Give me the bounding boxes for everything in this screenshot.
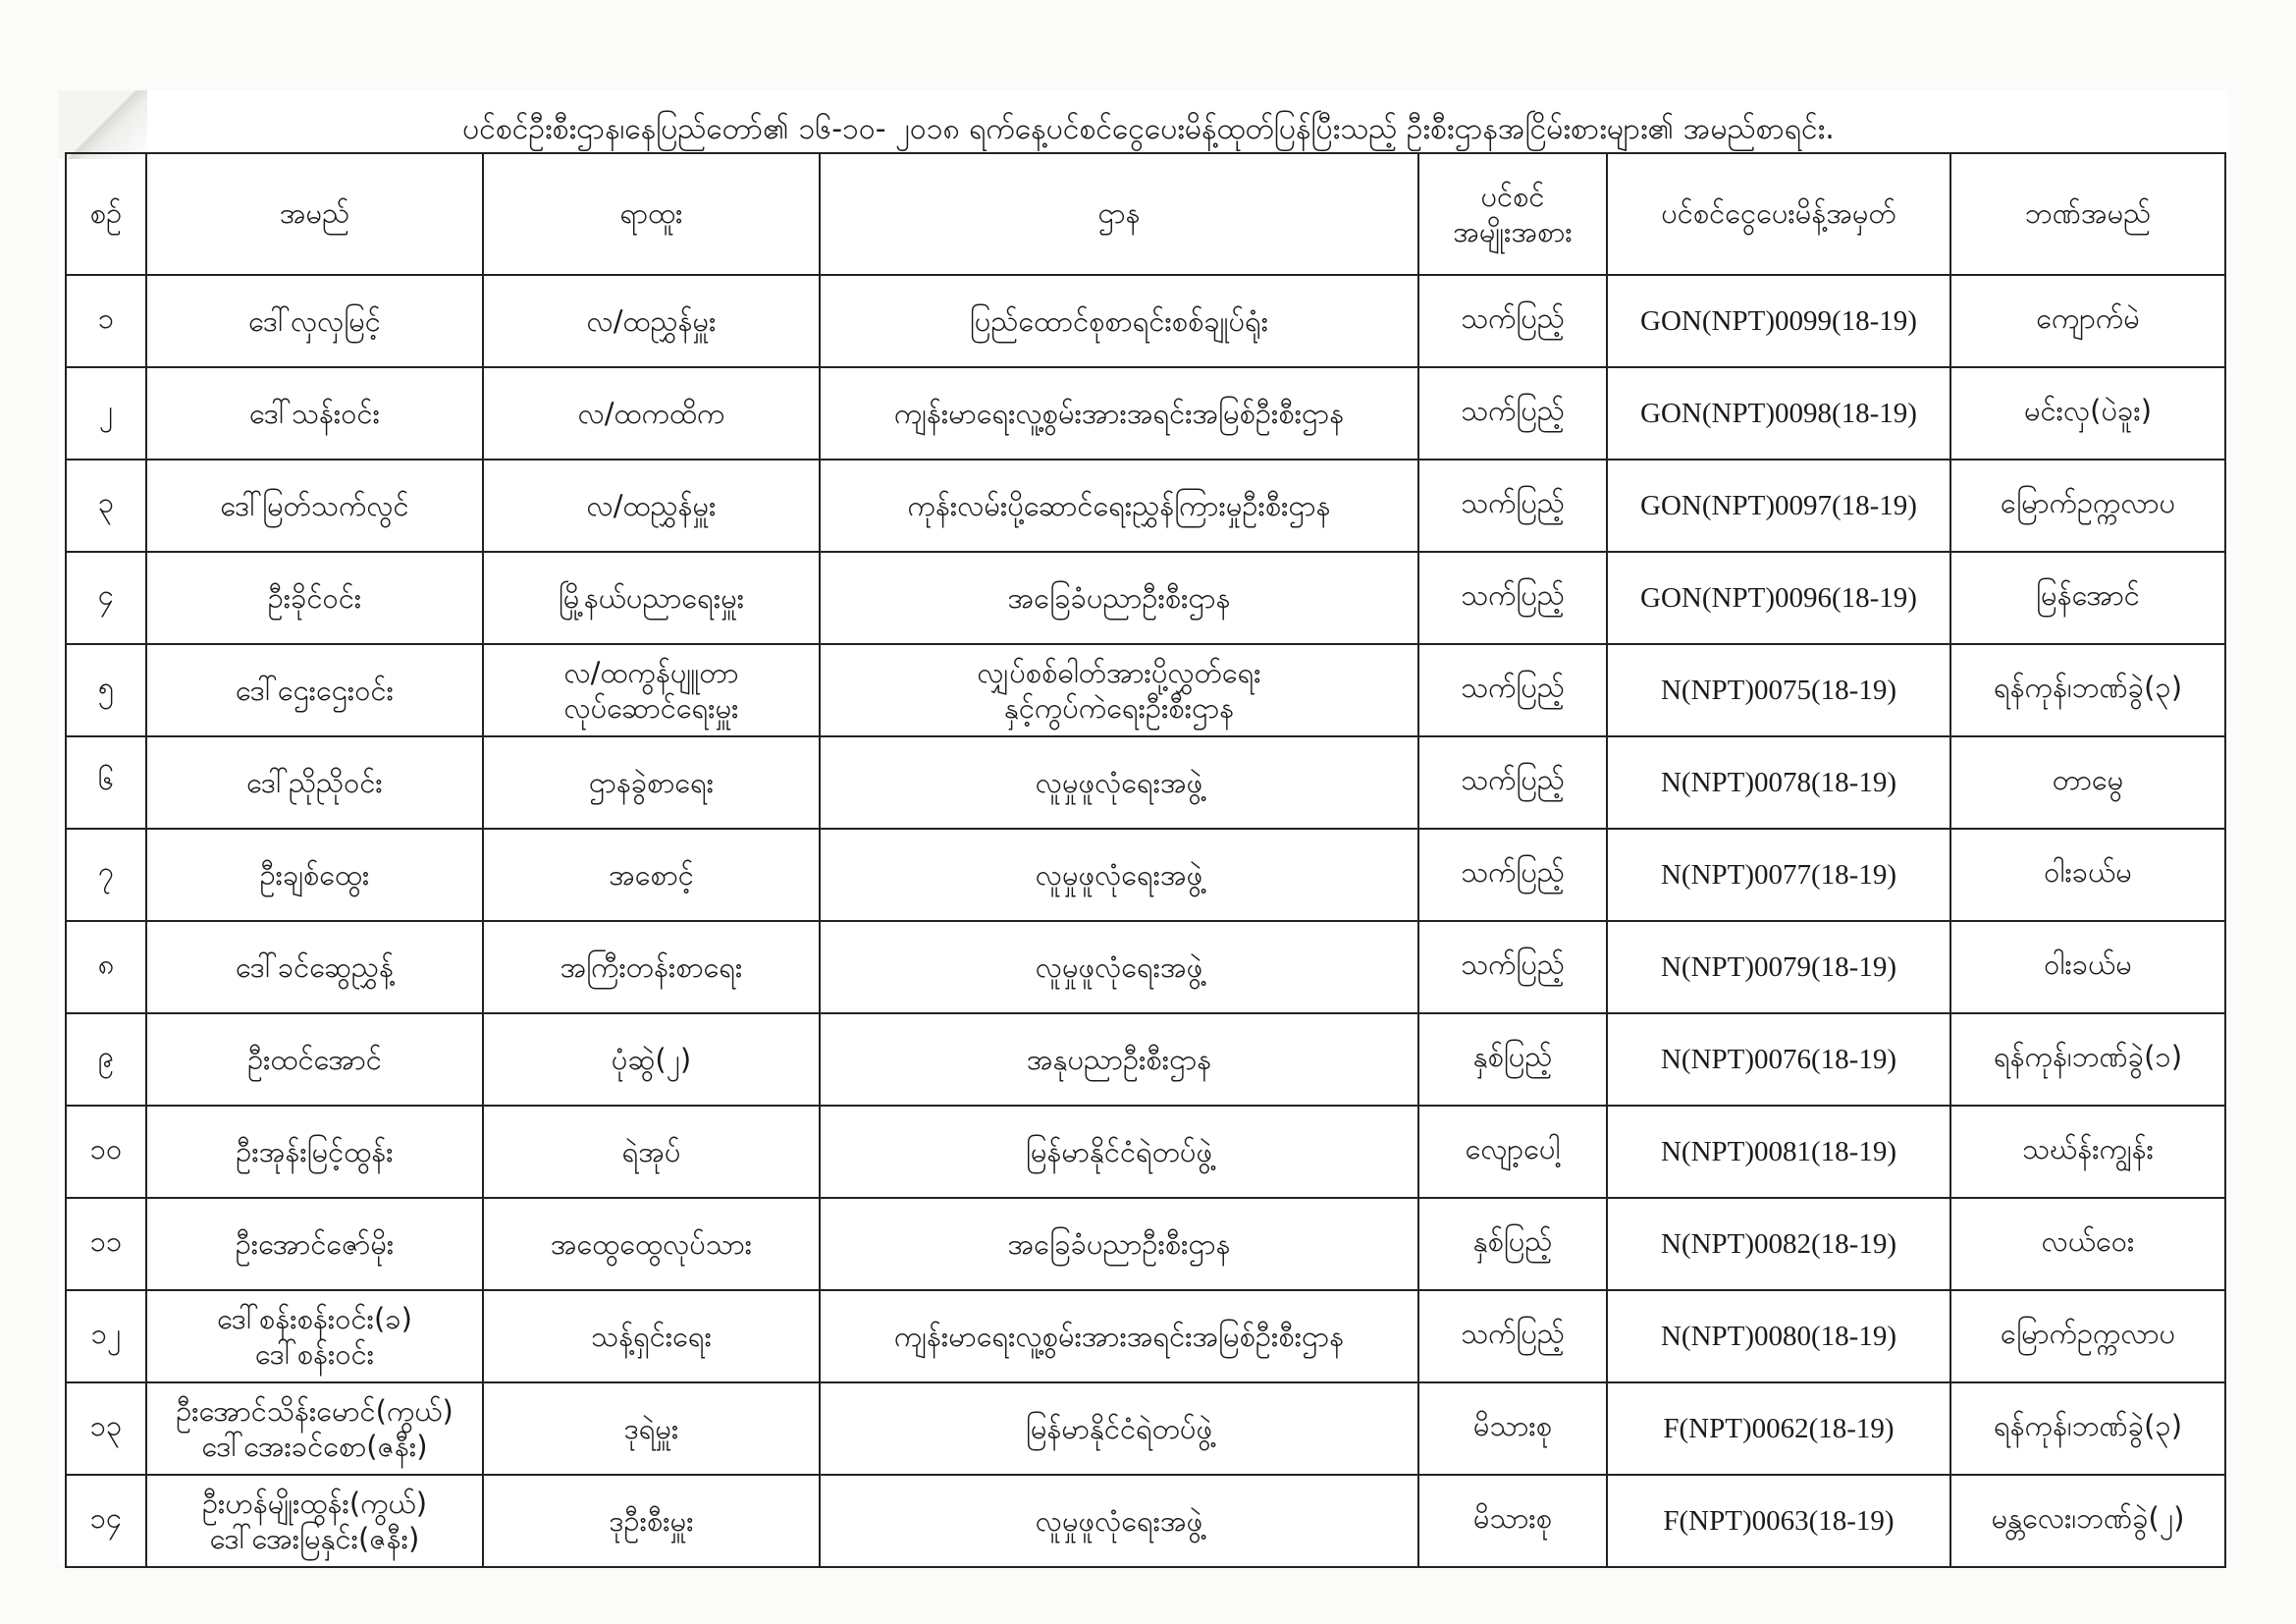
row-seq: ၉ [66, 1013, 146, 1106]
row-department-line: အခြေခံပညာဦးစီးဌာန [1007, 580, 1231, 615]
table-row [66, 921, 2225, 1013]
row-rank [483, 1013, 820, 1106]
row-bank: မင်းလှ(ပဲခူး) [1950, 367, 2225, 460]
row-bank: မန္တလေး၊ဘဏ်ခွဲ(၂) [1950, 1475, 2225, 1567]
row-rank-line: လ/ထညွှန်မှူး [586, 488, 717, 522]
row-seq: ၁၂ [66, 1290, 146, 1382]
table-row [66, 275, 2225, 367]
row-seq: ၁၄ [66, 1475, 146, 1567]
row-rank-line: လ/ထညွှန်မှူး [586, 303, 717, 338]
row-bank: ကျောက်မဲ [1950, 275, 2225, 367]
row-pension-type: သက်ပြည့် [1418, 1290, 1607, 1382]
table-row [66, 1013, 2225, 1106]
header-name: အမည် [146, 153, 483, 275]
row-bank: တာမွေ [1950, 736, 2225, 829]
row-rank [483, 552, 820, 644]
table-row [66, 1198, 2225, 1290]
row-rank-line: မြို့နယ်ပညာရေးမှူး [558, 580, 745, 615]
row-name-line: ဒေါ်လှလှမြင့် [248, 303, 381, 338]
row-name-line: ဦးအောင်သိန်းမောင်(ကွယ်) [176, 1393, 454, 1428]
row-order-no: N(NPT)0080(18-19) [1607, 1290, 1950, 1382]
header-rank: ရာထူး [483, 153, 820, 275]
row-bank: မြောက်ဥက္ကလာပ [1950, 460, 2225, 552]
row-department-line: ကျန်းမာရေးလူ့စွမ်းအားအရင်းအမြစ်ဦးစီးဌာန [893, 1319, 1345, 1353]
row-seq: ၁၀ [66, 1106, 146, 1198]
row-seq: ၁၃ [66, 1382, 146, 1475]
row-rank [483, 1198, 820, 1290]
row-bank: ရန်ကုန်၊ဘဏ်ခွဲ(၁) [1950, 1013, 2225, 1106]
row-department-line: လူမှုဖူလုံရေးအဖွဲ့ [1035, 949, 1203, 984]
row-name-line: ဒေါ်သန်းဝင်း [249, 396, 380, 430]
row-department [820, 367, 1418, 460]
row-rank-line: လ/ထကထိက [577, 396, 725, 430]
row-department [820, 1475, 1418, 1567]
row-order-no: GON(NPT)0099(18-19) [1607, 275, 1950, 367]
row-name [146, 367, 483, 460]
table-row [66, 552, 2225, 644]
row-department [820, 829, 1418, 921]
row-order-no: N(NPT)0075(18-19) [1607, 644, 1950, 736]
row-name-line: ဒေါ်မြတ်သက်လွင် [220, 488, 409, 522]
row-seq: ၁ [66, 275, 146, 367]
row-order-no: N(NPT)0082(18-19) [1607, 1198, 1950, 1290]
table-row [66, 829, 2225, 921]
row-department [820, 1198, 1418, 1290]
row-name [146, 1198, 483, 1290]
row-department [820, 460, 1418, 552]
row-department [820, 552, 1418, 644]
row-name-line: ဒေါ်အေးခင်စော(ဇနီး) [201, 1430, 428, 1463]
row-department-line: နှင့်ကွပ်ကဲရေးဦးစီးဌာန [1003, 691, 1235, 725]
row-rank-line: လုပ်ဆောင်ရေးမှူး [563, 691, 739, 725]
table-row [66, 1475, 2225, 1567]
row-bank: ဝါးခယ်မ [1950, 921, 2225, 1013]
row-pension-type: လျော့ပေါ့ [1418, 1106, 1607, 1198]
row-department-line: လူမှုဖူလုံရေးအဖွဲ့ [1035, 1503, 1203, 1538]
row-name-line: ဦးချစ်ထွေး [259, 857, 370, 892]
row-name-line: ဒေါ်စန်းဝင်း [254, 1337, 375, 1371]
row-bank: မြောက်ဥက္ကလာပ [1950, 1290, 2225, 1382]
row-name [146, 644, 483, 736]
row-department-line: ကုန်းလမ်းပို့ဆောင်ရေးညွှန်ကြားမှုဦးစီးဌာန [907, 488, 1331, 522]
row-rank [483, 1106, 820, 1198]
row-pension-type: သက်ပြည့် [1418, 367, 1607, 460]
row-order-no: N(NPT)0077(18-19) [1607, 829, 1950, 921]
row-pension-type: သက်ပြည့် [1418, 921, 1607, 1013]
table-row [66, 736, 2225, 829]
row-name [146, 736, 483, 829]
row-name-line: ဒေါ်ခင်ဆွေညွှန့် [236, 949, 394, 984]
row-rank [483, 367, 820, 460]
row-seq: ၈ [66, 921, 146, 1013]
row-name [146, 1290, 483, 1382]
row-name [146, 1106, 483, 1198]
row-department [820, 1290, 1418, 1382]
header-pension-type-line2: အမျိုးအစား [1453, 215, 1573, 248]
row-department-line: မြန်မာနိုင်ငံရဲတပ်ဖွဲ့ [1025, 1411, 1213, 1445]
row-department-line: အခြေခံပညာဦးစီးဌာန [1007, 1226, 1231, 1261]
row-rank [483, 921, 820, 1013]
header-pension-type-line1: ပင်စင် [1480, 179, 1545, 213]
pension-list-table [65, 152, 2226, 1568]
header-bank: ဘဏ်အမည် [1950, 153, 2225, 275]
row-bank: ရန်ကုန်၊ဘဏ်ခွဲ(၃) [1950, 644, 2225, 736]
row-department-line: လူမှုဖူလုံရေးအဖွဲ့ [1035, 857, 1203, 892]
row-rank-line: သန့်ရှင်းရေး [591, 1319, 712, 1353]
row-department-line: လူမှုဖူလုံရေးအဖွဲ့ [1035, 765, 1203, 799]
row-bank: ဝါးခယ်မ [1950, 829, 2225, 921]
row-bank: သဃ်န်းကျွန်း [1950, 1106, 2225, 1198]
row-order-no: F(NPT)0062(18-19) [1607, 1382, 1950, 1475]
row-order-no: F(NPT)0063(18-19) [1607, 1475, 1950, 1567]
table-row [66, 367, 2225, 460]
row-rank [483, 460, 820, 552]
row-name [146, 829, 483, 921]
row-department [820, 736, 1418, 829]
row-name-line: ဦးထင်အောင် [247, 1042, 382, 1076]
row-pension-type: နှစ်ပြည့် [1418, 1198, 1607, 1290]
row-department-line: ပြည်ထောင်စုစာရင်းစစ်ချုပ်ရုံး [969, 303, 1269, 338]
row-department-line: အနုပညာဦးစီးဌာန [1026, 1042, 1212, 1076]
row-pension-type: သက်ပြည့် [1418, 275, 1607, 367]
table-row [66, 644, 2225, 736]
table-row [66, 1106, 2225, 1198]
table-row [66, 1382, 2225, 1475]
header-pension-type [1418, 153, 1607, 275]
row-rank-line: လ/ထကွန်ပျူတာ [563, 655, 739, 689]
row-name [146, 460, 483, 552]
row-rank-line: ဒုဦးစီးမှူး [609, 1503, 694, 1538]
row-rank-line: အစောင့် [609, 857, 694, 892]
row-department [820, 644, 1418, 736]
row-order-no: GON(NPT)0097(18-19) [1607, 460, 1950, 552]
document-title: ပင်စင်ဦးစီးဌာန၊နေပြည်တော်၏ ၁၆-၁၀- ၂၀၁၈ ရက်နေ့ပင်စင်ငွေပေးမိန့်ထုတ်ပြန်ပြီးသည့် ဦးစီးဌာနအငြိမ်းစားများ၏ အမည်စာရင်း. [462, 112, 1835, 146]
row-department [820, 275, 1418, 367]
row-name [146, 275, 483, 367]
row-name [146, 552, 483, 644]
row-seq: ၄ [66, 552, 146, 644]
row-pension-type: သက်ပြည့် [1418, 460, 1607, 552]
row-seq: ၇ [66, 829, 146, 921]
row-order-no: GON(NPT)0098(18-19) [1607, 367, 1950, 460]
row-rank [483, 736, 820, 829]
row-order-no: N(NPT)0078(18-19) [1607, 736, 1950, 829]
row-bank: လယ်ဝေး [1950, 1198, 2225, 1290]
row-pension-type: သက်ပြည့် [1418, 644, 1607, 736]
row-pension-type: သက်ပြည့် [1418, 736, 1607, 829]
table-row [66, 1290, 2225, 1382]
row-rank [483, 1475, 820, 1567]
row-department-line: မြန်မာနိုင်ငံရဲတပ်ဖွဲ့ [1025, 1134, 1213, 1168]
row-name [146, 1475, 483, 1567]
row-order-no: N(NPT)0081(18-19) [1607, 1106, 1950, 1198]
row-name-line: ဦးအောင်ဇော်မိုး [235, 1226, 395, 1261]
row-rank-line: ဌာနခွဲစာရေး [588, 765, 715, 799]
row-name-line: ဒေါ်စန်းစန်းဝင်း(ခ) [217, 1301, 412, 1335]
row-department-line: လျှပ်စစ်ဓါတ်အားပို့လွှတ်ရေး [977, 655, 1261, 689]
row-order-no: N(NPT)0079(18-19) [1607, 921, 1950, 1013]
row-department-line: ကျန်းမာရေးလူ့စွမ်းအားအရင်းအမြစ်ဦးစီးဌာန [893, 396, 1345, 430]
row-seq: ၃ [66, 460, 146, 552]
table-row [66, 460, 2225, 552]
row-rank [483, 829, 820, 921]
row-bank: မြန်အောင် [1950, 552, 2225, 644]
row-rank [483, 644, 820, 736]
row-rank [483, 1382, 820, 1475]
row-order-no: GON(NPT)0096(18-19) [1607, 552, 1950, 644]
row-name-line: ဒေါ်ဌေးဌေးဝင်း [236, 673, 394, 707]
row-name [146, 921, 483, 1013]
row-rank [483, 1290, 820, 1382]
row-pension-type: မိသားစု [1418, 1382, 1607, 1475]
row-name-line: ဒေါ်ညိုညိုဝင်း [246, 765, 383, 799]
row-name [146, 1382, 483, 1475]
row-rank-line: အကြီးတန်းစာရေး [560, 949, 743, 984]
row-pension-type: မိသားစု [1418, 1475, 1607, 1567]
row-name-line: ဦးအုန်းမြင့်ထွန်း [236, 1134, 394, 1168]
row-department [820, 1106, 1418, 1198]
row-rank [483, 275, 820, 367]
row-bank: ရန်ကုန်၊ဘဏ်ခွဲ(၃) [1950, 1382, 2225, 1475]
header-row [66, 153, 2225, 275]
row-order-no: N(NPT)0076(18-19) [1607, 1013, 1950, 1106]
row-name [146, 1013, 483, 1106]
row-department [820, 921, 1418, 1013]
row-seq: ၁၁ [66, 1198, 146, 1290]
row-department [820, 1382, 1418, 1475]
row-seq: ၆ [66, 736, 146, 829]
row-rank-line: ရဲအုပ် [621, 1134, 681, 1168]
row-rank-line: ပုံဆွဲ(၂) [611, 1042, 692, 1076]
header-order-no: ပင်စင်ငွေပေးမိန့်အမှတ် [1607, 153, 1950, 275]
row-name-line: ဦးဟန်မျိုးထွန်း(ကွယ်) [201, 1486, 428, 1520]
row-pension-type: သက်ပြည့် [1418, 829, 1607, 921]
row-rank-line: အထွေထွေလုပ်သား [550, 1226, 753, 1261]
header-seq: စဉ် [66, 153, 146, 275]
header-department: ဌာန [820, 153, 1418, 275]
row-name-line: ဦးခိုင်ဝင်း [267, 580, 362, 615]
table-body [66, 275, 2225, 1567]
row-department [820, 1013, 1418, 1106]
row-seq: ၂ [66, 367, 146, 460]
row-pension-type: သက်ပြည့် [1418, 552, 1607, 644]
row-rank-line: ဒုရဲမှူး [623, 1411, 679, 1445]
row-seq: ၅ [66, 644, 146, 736]
row-pension-type: နှစ်ပြည့် [1418, 1013, 1607, 1106]
row-name-line: ဒေါ်အေးမြနှင်း(ဇနီး) [209, 1522, 420, 1555]
